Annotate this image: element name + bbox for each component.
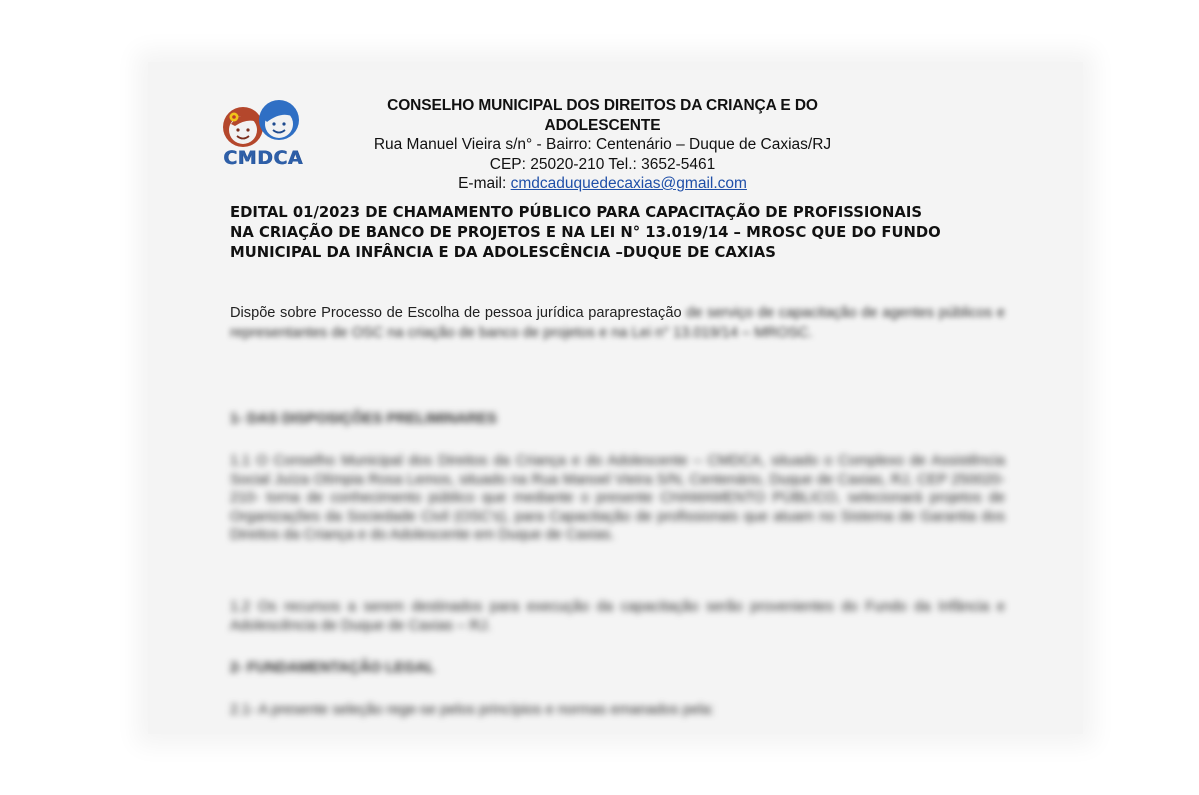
logo-text: CMDCA <box>223 147 303 169</box>
section-1-1-paragraph: 1.1 O Conselho Municipal dos Direitos da Criança e do Adolescente – CMDCA, situado o Complexo de Assistência Social Juíza Olímpia Rosa Lemos, situado na Rua Manoel Vieira S/N, Centenário, Duque de Caxias, RJ, CEP 250020-210- torna de conhecimento público que mediante o presente CHAMAMENTO PÚBLICO, selecionará projetos de Organizações da Sociedade Civil (OSC's), para Capacitação de profissionais que atuam no Sistema de Garantia dos Direitos da Criança e do Adolescente em Duque de Caxias. <box>230 453 1005 543</box>
section-1-2-paragraph: 1.2 Os recursos a serem destinados para execução da capacitação serão provenientes do Fundo da Infância e Adolescência de Duque de Caxias – RJ. <box>230 599 1005 634</box>
intro-visible-text: Dispõe sobre Processo de Escolha de pessoa jurídica paraprestação <box>230 305 682 321</box>
org-email-row <box>330 174 875 194</box>
section-1-heading: 1- DAS DISPOSIÇÕES PRELIMINARES <box>230 411 497 427</box>
document-title <box>230 203 1030 263</box>
email-link[interactable]: cmdcaduquedecaxias@gmail.com <box>510 175 747 192</box>
intro-blurred-text: de serviço de capacitação de agentes públicos e representantes de OSC na criação de banco de projetos e na Lei n° 13.019/14 – MROSC. <box>230 305 1005 341</box>
title-line-3: MUNICIPAL DA INFÂNCIA E DA ADOLESCÊNCIA –DUQUE DE CAXIAS <box>230 244 776 261</box>
org-cep-tel: CEP: 25020-210 Tel.: 3652-5461 <box>489 155 716 173</box>
letterhead <box>330 96 875 194</box>
org-name: CONSELHO MUNICIPAL DOS DIREITOS DA CRIANÇA E DO ADOLESCENTE <box>387 97 818 134</box>
email-label: E-mail: <box>458 175 511 192</box>
title-line-1: EDITAL 01/2023 DE CHAMAMENTO PÚBLICO PARA CAPACITAÇÃO DE PROFISSIONAIS <box>230 204 923 221</box>
section-2-1-paragraph: 2.1- A presente seleção rege-se pelos princípios e normas emanados pela: <box>230 702 715 718</box>
org-address: Rua Manuel Vieira s/n° - Bairro: Centenário – Duque de Caxias/RJ <box>373 136 832 153</box>
intro-paragraph <box>230 303 1005 343</box>
section-2-heading: 2- FUNDAMENTAÇÃO LEGAL <box>230 660 435 676</box>
title-line-2: NA CRIAÇÃO DE BANCO DE PROJETOS E NA LEI N° 13.019/14 – MROSC QUE DO FUNDO <box>230 224 941 241</box>
